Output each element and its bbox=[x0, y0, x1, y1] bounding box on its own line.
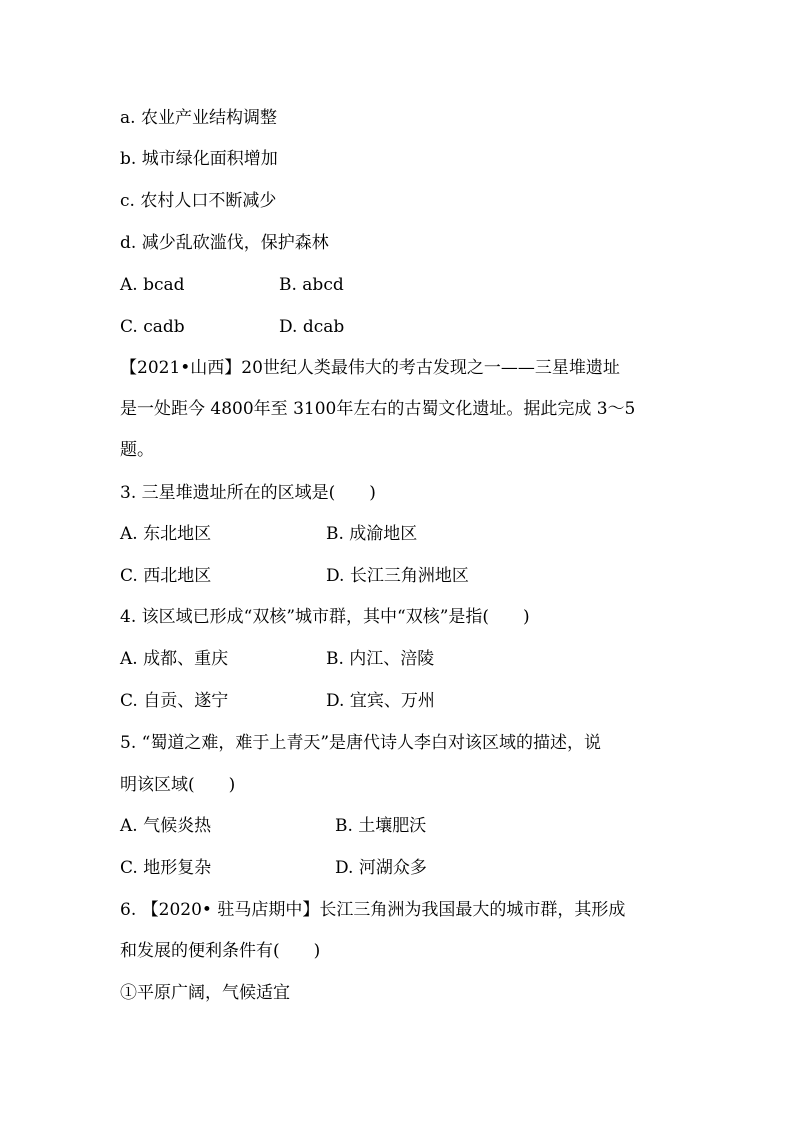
question-6-line-2: 和发展的便利条件有( ) bbox=[120, 941, 321, 961]
question-6-line-1: 6. 【2020• 驻马店期中】长江三角洲为我国最大的城市群，其形成 bbox=[120, 900, 626, 920]
q2-choice-b: B. abcd bbox=[279, 275, 344, 295]
option-b-line: b. 城市绿化面积增加 bbox=[120, 149, 278, 169]
q2-choice-a: A. bcad bbox=[120, 275, 185, 295]
q5-choice-d: D. 河湖众多 bbox=[335, 858, 427, 878]
q4-choice-c: C. 自贡、遂宁 bbox=[120, 691, 229, 711]
option-c-line: c. 农村人口不断减少 bbox=[120, 191, 277, 211]
q6-item-1: ①平原广阔，气候适宜 bbox=[120, 983, 290, 1003]
question-5-line-1: 5. “蜀道之难，难于上青天”是唐代诗人李白对该区域的描述，说 bbox=[120, 733, 602, 753]
q3-choice-a: A. 东北地区 bbox=[120, 524, 212, 544]
intro-line-1: 【2021•山西】20世纪人类最伟大的考古发现之一——三星堆遗址 bbox=[120, 358, 620, 378]
q3-choice-d: D. 长江三角洲地区 bbox=[326, 566, 469, 586]
q2-choice-d: D. dcab bbox=[279, 317, 345, 337]
q3-choice-c: C. 西北地区 bbox=[120, 566, 212, 586]
q4-choice-b: B. 内江、涪陵 bbox=[326, 649, 435, 669]
intro-line-2: 是一处距今 4800年至 3100年左右的古蜀文化遗址。据此完成 3～5 bbox=[120, 399, 636, 419]
q4-choice-d: D. 宜宾、万州 bbox=[326, 691, 435, 711]
intro-line-3: 题。 bbox=[120, 440, 154, 460]
q4-choice-a: A. 成都、重庆 bbox=[120, 649, 229, 669]
question-4: 4. 该区域已形成“双核”城市群，其中“双核”是指( ) bbox=[120, 607, 530, 627]
q3-choice-b: B. 成渝地区 bbox=[326, 524, 418, 544]
question-3: 3. 三星堆遗址所在的区域是( ) bbox=[120, 483, 376, 503]
q5-choice-c: C. 地形复杂 bbox=[120, 858, 212, 878]
question-5-line-2: 明该区域( ) bbox=[120, 775, 236, 795]
q2-choice-c: C. cadb bbox=[120, 317, 185, 337]
option-a-line: a. 农业产业结构调整 bbox=[120, 108, 277, 128]
option-d-line: d. 减少乱砍滥伐，保护森林 bbox=[120, 233, 329, 253]
q5-choice-a: A. 气候炎热 bbox=[120, 816, 212, 836]
q5-choice-b: B. 土壤肥沃 bbox=[335, 816, 427, 836]
